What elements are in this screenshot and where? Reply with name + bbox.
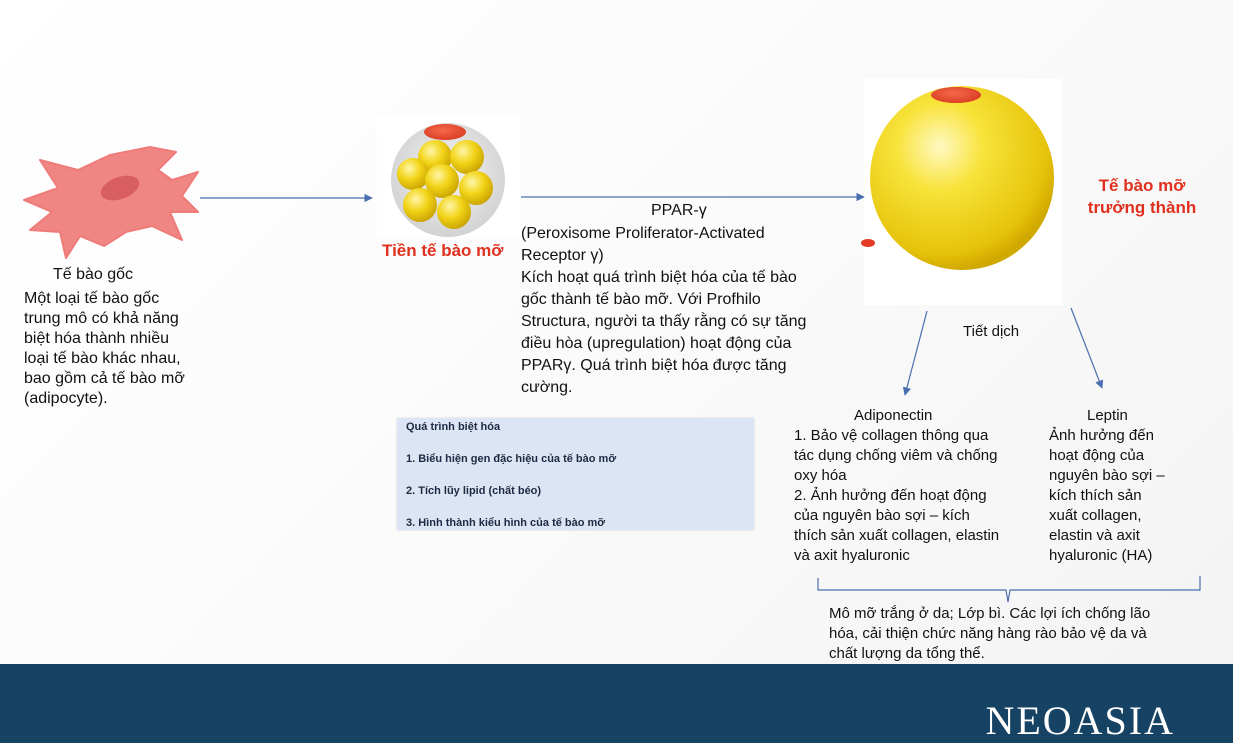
brand-logo: NEOASIA	[985, 698, 1175, 743]
differentiation-title: Quá trình biệt hóa	[406, 421, 501, 433]
stem-cell-description: Một loại tế bào gốc trung mô có khả năng biệt hóa thành nhiều loại tế bào khác nhau, bao gồm cả tế bào mỡ (adipocyte).	[24, 290, 185, 407]
ppar-description: (Peroxisome Proliferator-Activated Receptor γ) Kích hoạt quá trình biệt hóa của tế bào gốc thành tế bào mỡ. Với Profhilo Structura, người ta thấy rằng có sự tăng điều hòa (upregulation) hoạt động của PPARγ. Quá trình biệt hóa được tăng cường.	[521, 225, 807, 396]
ppar-title: PPAR-γ	[651, 202, 707, 219]
adiponectin-title: Adiponectin	[854, 407, 933, 424]
stem-cell-icon	[24, 147, 198, 258]
preadipocyte-icon	[391, 123, 505, 237]
stem-cell-title: Tế bào gốc	[53, 266, 134, 283]
arrow-to-leptin	[1071, 308, 1102, 388]
preadipocyte-label: Tiền tế bào mỡ	[382, 241, 504, 260]
secretion-label: Tiết dịch	[963, 323, 1020, 340]
summary-bracket	[818, 576, 1200, 602]
summary-text: Mô mỡ trắng ở da; Lớp bì. Các lợi ích chống lão hóa, cải thiện chức năng hàng rào bảo vệ da và chất lượng da tổng thể.	[829, 605, 1151, 662]
differentiation-box	[397, 418, 754, 530]
leptin-title: Leptin	[1087, 407, 1128, 424]
arrow-to-adiponectin	[905, 311, 927, 395]
differentiation-step: 2. Tích lũy lipid (chất béo)	[406, 485, 542, 497]
footer-bar	[0, 664, 1233, 743]
differentiation-step: 3. Hình thành kiểu hình của tế bào mỡ	[406, 517, 606, 529]
leptin-description: Ảnh hưởng đến hoạt động của nguyên bào sợi – kích thích sản xuất collagen, elastin và axit hyaluronic (HA)	[1049, 427, 1165, 564]
adiponectin-description: 1. Bảo vệ collagen thông qua tác dụng chống viêm và chống oxy hóa 2. Ảnh hưởng đến hoạt động của nguyên bào sợi – kích thích sản xuất collagen, elastin và axit hyaluronic	[794, 427, 1000, 564]
mature-adipocyte-label: Tế bào mỡ trưởng thành	[1087, 176, 1197, 217]
differentiation-step: 1. Biểu hiện gen đặc hiệu của tế bào mỡ	[406, 453, 617, 465]
